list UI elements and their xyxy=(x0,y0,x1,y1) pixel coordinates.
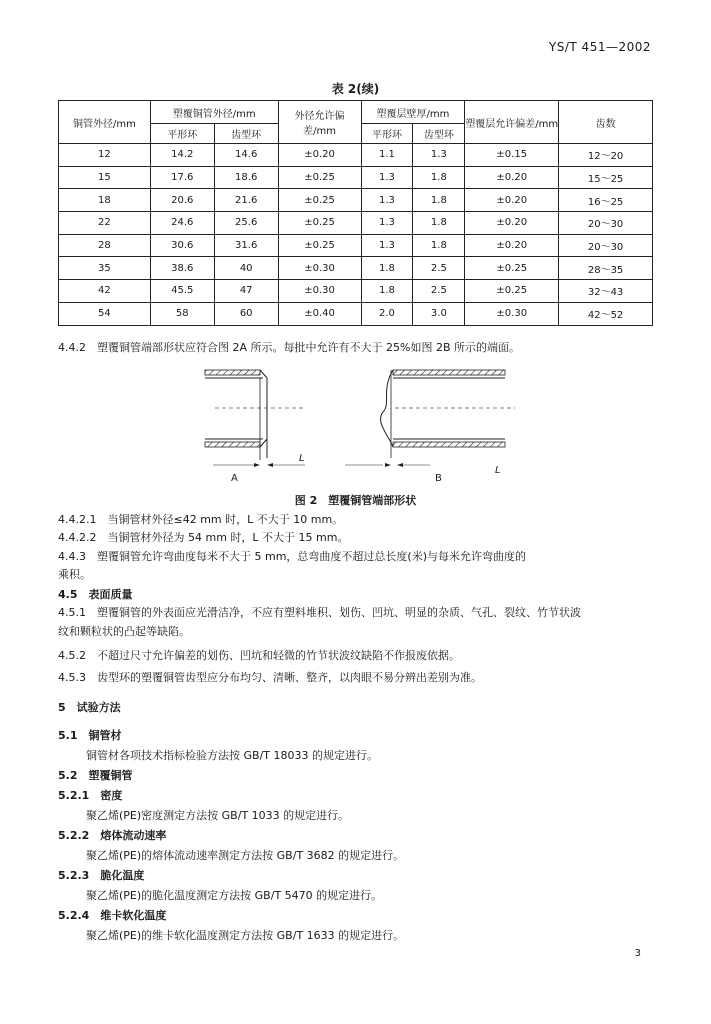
table-cell: ±0.30 xyxy=(278,257,361,280)
clause-4-4-2-2: 4.4.2.2 当铜管材外径为 54 mm 时，L 不大于 15 mm。 xyxy=(58,531,349,544)
table-cell: 42～52 xyxy=(559,302,653,325)
table-cell: 14.2 xyxy=(150,144,214,167)
table-cell: 1.1 xyxy=(361,144,413,167)
table-cell: 1.8 xyxy=(361,280,413,303)
table-cell: 25.6 xyxy=(214,212,278,235)
table-cell: 20～30 xyxy=(559,212,653,235)
table-cell: 32～43 xyxy=(559,280,653,303)
table-cell: 18.6 xyxy=(214,166,278,189)
table-row xyxy=(59,212,653,235)
heading-5: 5 试验方法 xyxy=(58,701,121,714)
table-cell: 1.3 xyxy=(361,234,413,257)
heading-5-2-2: 5.2.2 熔体流动速率 xyxy=(58,829,167,842)
clause-4-4-3-line1: 4.4.3 塑覆铜管允许弯曲度每米不大于 5 mm，总弯曲度不超过总长度(米)与每米允许弯曲度的 xyxy=(58,550,526,563)
table-cell: 28 xyxy=(59,234,151,257)
table-cell: 1.8 xyxy=(413,189,465,212)
table-cell: 1.8 xyxy=(413,234,465,257)
table-cell: 12～20 xyxy=(559,144,653,167)
table-row xyxy=(59,166,653,189)
table-cell: ±0.20 xyxy=(465,234,559,257)
table-cell: 20.6 xyxy=(150,189,214,212)
table-cell: 2.0 xyxy=(361,302,413,325)
table-row xyxy=(59,144,653,167)
table-cell: 3.0 xyxy=(413,302,465,325)
table-cell: ±0.15 xyxy=(465,144,559,167)
table-cell: 40 xyxy=(214,257,278,280)
table-cell: 1.3 xyxy=(413,144,465,167)
table-cell: 22 xyxy=(59,212,151,235)
clause-4-4-2: 4.4.2 塑覆铜管端部形状应符合图 2A 所示。每批中允许有不大于 25%如图 2B 所示的端面。 xyxy=(58,341,520,354)
arrow-b-right xyxy=(397,463,403,467)
table-cell: ±0.40 xyxy=(278,302,361,325)
standard-number: YS/T 451—2002 xyxy=(548,40,651,54)
arrow-a-left xyxy=(254,463,260,467)
heading-5-2-1: 5.2.1 密度 xyxy=(58,789,123,802)
table-cell: ±0.20 xyxy=(465,189,559,212)
table-cell: 24.6 xyxy=(150,212,214,235)
heading-5-2-4: 5.2.4 维卡软化温度 xyxy=(58,909,167,922)
table-cell: 15～25 xyxy=(559,166,653,189)
text-5-2-3: 聚乙烯(PE)的脆化温度测定方法按 GB/T 5470 的规定进行。 xyxy=(86,889,383,902)
table-cell: 38.6 xyxy=(150,257,214,280)
heading-4-5: 4.5 表面质量 xyxy=(58,588,133,601)
table-cell: 17.6 xyxy=(150,166,214,189)
clause-4-5-1-line1: 4.5.1 塑覆铜管的外表面应光滑洁净，不应有塑料堆积、划伤、凹坑、明显的杂质、气孔、裂纹、竹节状波 xyxy=(58,606,581,619)
figure-pipe-ends xyxy=(195,360,535,490)
header-tooth-count: 齿数 xyxy=(559,101,653,144)
table-cell: ±0.25 xyxy=(278,166,361,189)
table-cell: 2.5 xyxy=(413,257,465,280)
table-cell: 1.3 xyxy=(361,212,413,235)
page-number: 3 xyxy=(634,948,641,959)
text-5-2-1: 聚乙烯(PE)密度测定方法按 GB/T 1033 的规定进行。 xyxy=(86,809,350,822)
header-tooth-ring-thickness: 齿型环 xyxy=(413,124,465,144)
header-outer-tolerance: 外径允许偏差/mm xyxy=(278,101,361,144)
table-cell: 60 xyxy=(214,302,278,325)
table-cell: 35 xyxy=(59,257,151,280)
table-cell: ±0.25 xyxy=(278,212,361,235)
table-cell: ±0.20 xyxy=(465,212,559,235)
spec-table xyxy=(58,100,653,326)
table-row xyxy=(59,234,653,257)
figure-caption: 图 2 塑覆铜管端部形状 xyxy=(294,494,417,507)
table-cell: 47 xyxy=(214,280,278,303)
figure-b-label-l: L xyxy=(495,465,501,476)
table-cell: 20～30 xyxy=(559,234,653,257)
header-plain-ring-thickness: 平形环 xyxy=(361,124,413,144)
clause-4-5-1-line2: 纹和颗粒状的凸起等缺陷。 xyxy=(58,625,190,638)
table-cell: 31.6 xyxy=(214,234,278,257)
table-cell: ±0.25 xyxy=(278,189,361,212)
table-cell: 14.6 xyxy=(214,144,278,167)
figure-label-b: B xyxy=(435,473,442,484)
header-outer-dia: 铜管外径/mm xyxy=(59,101,151,144)
table-cell: 45.5 xyxy=(150,280,214,303)
arrow-a-right xyxy=(267,463,273,467)
heading-5-2: 5.2 塑覆铜管 xyxy=(58,769,133,782)
table-cell: ±0.20 xyxy=(278,144,361,167)
table-cell: 18 xyxy=(59,189,151,212)
table-row xyxy=(59,280,653,303)
header-tooth-ring: 齿型环 xyxy=(214,124,278,144)
clause-4-4-3-line2: 乘积。 xyxy=(58,568,91,581)
table-cell: ±0.25 xyxy=(465,257,559,280)
header-plain-ring: 平形环 xyxy=(150,124,214,144)
table-row xyxy=(59,257,653,280)
table-cell: 54 xyxy=(59,302,151,325)
arrow-b-left xyxy=(385,463,391,467)
figure-a-label-l: L xyxy=(299,453,305,464)
figure-label-a: A xyxy=(231,473,238,484)
table-caption: 表 2(续) xyxy=(331,82,380,96)
table-cell: 1.8 xyxy=(413,166,465,189)
figure-b-pipe xyxy=(345,370,515,467)
table-row xyxy=(59,189,653,212)
table-cell: 21.6 xyxy=(214,189,278,212)
table-cell: 12 xyxy=(59,144,151,167)
table-cell: ±0.30 xyxy=(278,280,361,303)
table-row xyxy=(59,302,653,325)
text-5-2-2: 聚乙烯(PE)的熔体流动速率测定方法按 GB/T 3682 的规定进行。 xyxy=(86,849,405,862)
clause-4-5-2: 4.5.2 不超过尺寸允许偏差的划伤、凹坑和轻微的竹节状波纹缺陷不作报废依据。 xyxy=(58,649,460,662)
text-5-2-4: 聚乙烯(PE)的维卡软化温度测定方法按 GB/T 1633 的规定进行。 xyxy=(86,929,405,942)
table-cell: ±0.20 xyxy=(465,166,559,189)
table-cell: 1.3 xyxy=(361,189,413,212)
heading-5-2-3: 5.2.3 脆化温度 xyxy=(58,869,145,882)
table-cell: 15 xyxy=(59,166,151,189)
table-cell: 42 xyxy=(59,280,151,303)
table-cell: 30.6 xyxy=(150,234,214,257)
header-coated-outer-dia: 塑覆铜管外径/mm xyxy=(150,101,278,124)
figure-a-pipe xyxy=(205,370,305,467)
table-cell: 1.3 xyxy=(361,166,413,189)
table-cell: 1.8 xyxy=(413,212,465,235)
table-cell: ±0.25 xyxy=(465,280,559,303)
table-cell: 58 xyxy=(150,302,214,325)
table-cell: ±0.30 xyxy=(465,302,559,325)
table-cell: 16～25 xyxy=(559,189,653,212)
clause-4-4-2-1: 4.4.2.1 当铜管材外径≤42 mm 时，L 不大于 10 mm。 xyxy=(58,513,344,526)
clause-4-5-3: 4.5.3 齿型环的塑覆铜管齿型应分布均匀、清晰、整齐，以肉眼不易分辨出差别为准。 xyxy=(58,671,482,684)
header-coat-tolerance: 塑覆层允许偏差/mm xyxy=(465,101,559,144)
table-cell: 28～35 xyxy=(559,257,653,280)
table-cell: 2.5 xyxy=(413,280,465,303)
header-coat-thickness: 塑覆层壁厚/mm xyxy=(361,101,465,124)
text-5-1: 铜管材各项技术指标检验方法按 GB/T 18033 的规定进行。 xyxy=(86,749,378,762)
table-cell: 1.8 xyxy=(361,257,413,280)
table-cell: ±0.25 xyxy=(278,234,361,257)
heading-5-1: 5.1 铜管材 xyxy=(58,729,122,742)
